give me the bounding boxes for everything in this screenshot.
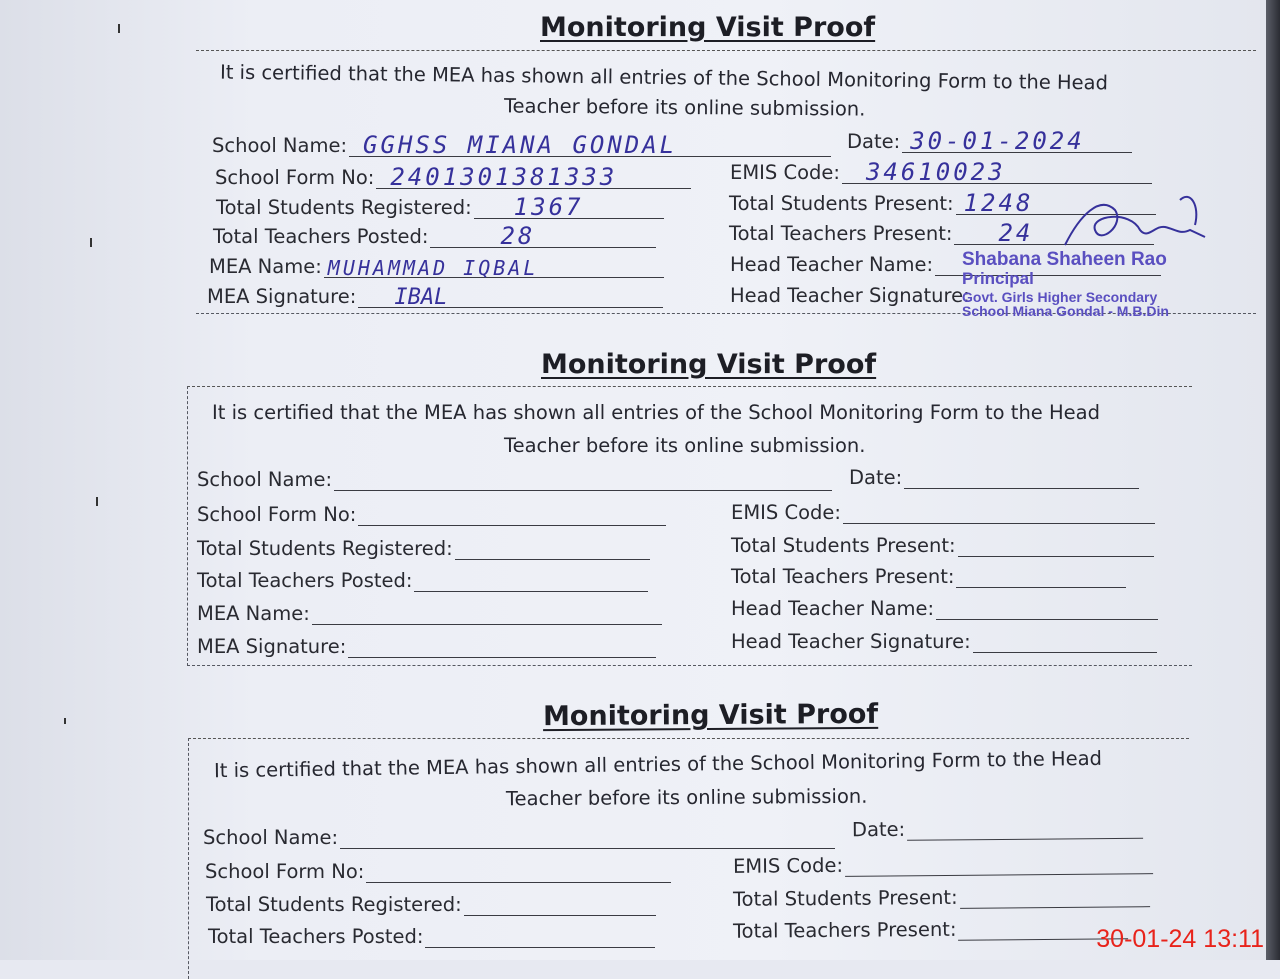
date-label: Date: [847, 130, 901, 153]
students-registered-field [216, 193, 664, 221]
date-value: 30-01-2024 [910, 127, 1085, 155]
school-name-value: GGHSS MIANA GONDAL [363, 131, 678, 159]
stamp-school-line-2: School Miana Gondal - M.B.Din [962, 303, 1169, 320]
margin-mark [96, 497, 98, 506]
mea-name-field [209, 255, 664, 278]
head-teacher-signature-field [730, 284, 970, 307]
students-registered-label: Total Students Registered: [197, 537, 453, 560]
students-registered-value: 1367 [513, 193, 584, 221]
teachers-posted-field [208, 925, 655, 948]
form-title: Monitoring Visit Proof [540, 12, 876, 43]
school-form-no-field [205, 860, 671, 883]
margin-mark [90, 238, 92, 247]
form-title: Monitoring Visit Proof [542, 698, 879, 733]
students-present-label: Total Students Present: [731, 534, 956, 557]
stamp-school-line-1: Govt. Girls Higher Secondary [962, 288, 1158, 305]
teachers-posted-label: Total Teachers Posted: [197, 569, 413, 592]
teachers-present-value: 24 [998, 219, 1034, 247]
date-field [847, 127, 1132, 155]
margin-mark [118, 24, 120, 33]
margin-mark [64, 718, 66, 724]
camera-timestamp: 30-01-24 13:11 [1096, 925, 1264, 953]
head-teacher-signature-field [731, 630, 1157, 653]
school-form-no-label: School Form No: [205, 860, 365, 883]
mea-signature-label: MEA Signature: [207, 285, 357, 308]
students-registered-label: Total Students Registered: [216, 196, 472, 219]
head-teacher-name-label: Head Teacher Name: [730, 253, 934, 276]
school-name-label: School Name: [197, 468, 333, 491]
mea-signature-field [207, 285, 663, 308]
emis-code-label: EMIS Code: [730, 161, 840, 184]
mea-signature-value: IBAL [394, 285, 448, 310]
students-present-field [731, 534, 1154, 557]
principal-stamp [962, 250, 1169, 319]
students-present-label: Total Students Present: [729, 192, 954, 215]
stamp-designation: Principal [962, 268, 1034, 288]
emis-code-label: EMIS Code: [732, 853, 844, 878]
students-present-field [733, 884, 1150, 911]
students-registered-label: Total Students Registered: [206, 893, 462, 916]
mea-signature-field [197, 635, 656, 658]
school-name-field [197, 468, 832, 491]
emis-code-field [731, 501, 1155, 524]
head-teacher-signature-label: Head Teacher Signature: [731, 630, 971, 653]
date-field [852, 816, 1143, 842]
school-form-no-field [215, 163, 691, 191]
teachers-posted-field [197, 569, 648, 592]
teachers-posted-label: Total Teachers Posted: [213, 225, 429, 248]
mea-name-field [197, 602, 662, 625]
school-form-no-field [197, 503, 666, 526]
school-form-no-label: School Form No: [215, 166, 375, 189]
mea-name-label: MEA Name: [197, 602, 310, 625]
head-teacher-name-field [731, 597, 1158, 620]
teachers-present-label: Total Teachers Present: [731, 565, 955, 588]
school-name-field [212, 131, 831, 159]
school-name-label: School Name: [203, 826, 339, 849]
emis-code-field [733, 851, 1153, 878]
teachers-present-field [733, 916, 1129, 942]
emis-code-field [730, 158, 1152, 186]
teachers-present-field [731, 565, 1126, 588]
students-registered-field [197, 537, 650, 560]
head-teacher-signature-scribble [1060, 185, 1210, 260]
head-teacher-signature-label: Head Teacher Signature: [730, 284, 970, 307]
date-field [849, 466, 1139, 489]
emis-code-value: 34610023 [865, 158, 1006, 186]
form-title: Monitoring Visit Proof [541, 349, 877, 380]
date-label: Date: [849, 466, 903, 489]
mea-name-value: MUHAMMAD IQBAL [327, 256, 539, 280]
certificate-line-2: Teacher before its online submission. [503, 94, 866, 121]
teachers-present-label: Total Teachers Present: [729, 222, 953, 245]
teachers-posted-value: 28 [500, 222, 536, 250]
students-registered-field [206, 893, 656, 916]
mea-name-label: MEA Name: [209, 255, 322, 278]
certificate-line-1: It is certified that the MEA has shown all entries of the School Monitoring Form to the Head [219, 60, 1109, 95]
head-teacher-name-label: Head Teacher Name: [731, 597, 935, 620]
certificate-line-1: It is certified that the MEA has shown all entries of the School Monitoring Form to the Head [212, 401, 1100, 424]
teachers-posted-label: Total Teachers Posted: [208, 925, 424, 948]
teachers-present-label: Total Teachers Present: [732, 917, 957, 943]
certificate-line-2: Teacher before its online submission. [505, 784, 868, 811]
stamp-name: Shabana Shaheen Rao [962, 249, 1167, 270]
school-name-field [203, 826, 835, 849]
school-name-label: School Name: [212, 134, 348, 157]
certificate-line-2: Teacher before its online submission. [504, 434, 866, 457]
school-form-no-label: School Form No: [197, 503, 357, 526]
mea-signature-label: MEA Signature: [197, 635, 347, 658]
school-form-no-value: 2401301381333 [390, 163, 618, 191]
teachers-posted-field [213, 222, 656, 250]
emis-code-label: EMIS Code: [731, 501, 841, 524]
certificate-line-1: It is certified that the MEA has shown all entries of the School Monitoring Form to the Head [213, 746, 1103, 783]
students-present-label: Total Students Present: [732, 885, 958, 911]
date-label: Date: [851, 817, 906, 842]
students-present-value: 1248 [963, 189, 1034, 217]
desk-edge [1266, 0, 1280, 960]
